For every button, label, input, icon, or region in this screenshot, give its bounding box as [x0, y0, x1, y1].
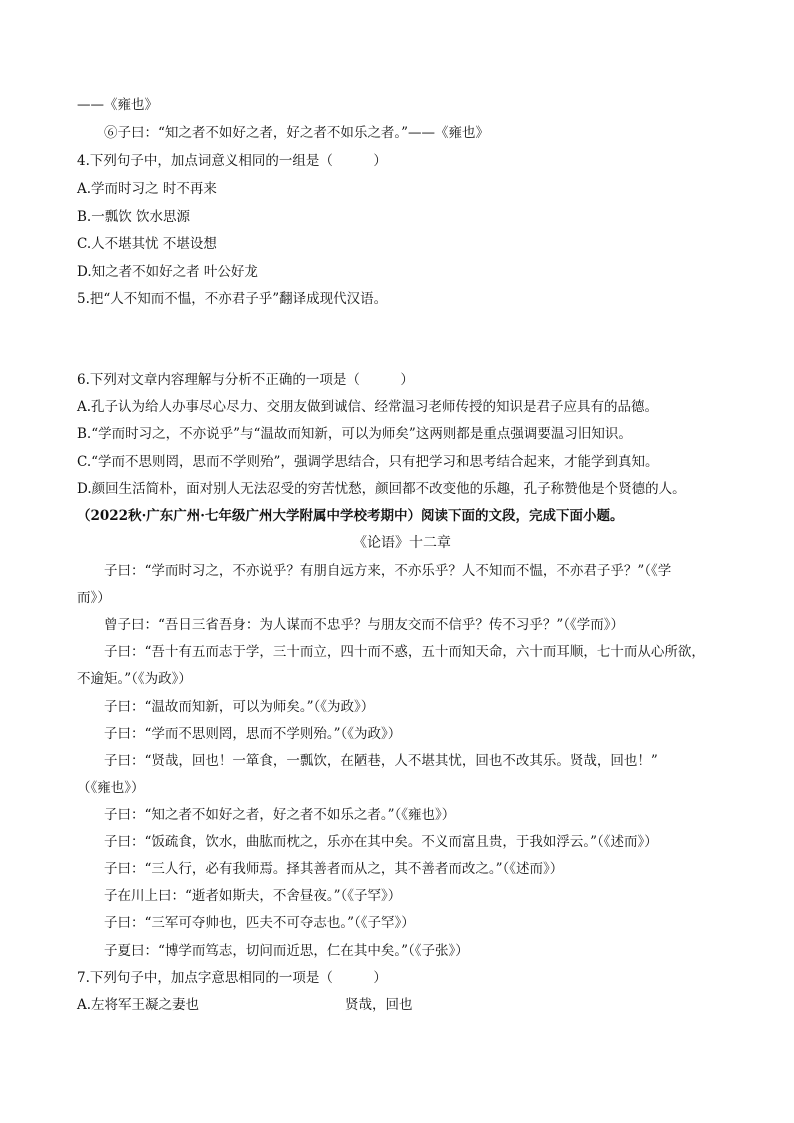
option-c: C.人不堪其忧 不堪设想	[77, 236, 217, 252]
quote-6: ⑥子曰：“知之者不如好之者，好之者不如乐之者。”——《雍也》	[104, 125, 490, 141]
passage-line: 子曰：“学而时习之，不亦说乎？有朋自远方来，不亦乐乎？人不知而不愠，不亦君子乎？”（《学	[104, 563, 672, 579]
option-b: B.一瓢饮 饮水思源	[77, 209, 191, 225]
passage-line: 子在川上曰：“逝者如斯夫，不舍昼夜。”（《子罕》）	[104, 888, 402, 904]
section-title: 《论语》十二章	[353, 535, 451, 551]
option-d: D.颜回生活简朴，面对别人无法忍受的穷苦忧愁，颜回都不改变他的乐趣，孔子称赞他是个贤德的人。	[77, 481, 686, 497]
question-4: 4.下列句子中，加点词意义相同的一组是（ ）	[77, 153, 387, 169]
question-5: 5.把“人不知而不愠，不亦君子乎”翻译成现代汉语。	[77, 291, 388, 307]
option-c: C.“学而不思则罔，思而不学则殆”，强调学思结合，只有把学习和思考结合起来，才能学到真知。	[77, 454, 659, 470]
passage-line: 子曰：“三军可夺帅也，匹夫不可夺志也。”（《子罕》）	[104, 915, 415, 931]
passage-line: 子曰：“贤哉，回也！一箪食，一瓢饮，在陋巷，人不堪其忧，回也不改其乐。贤哉，回也！”	[104, 753, 658, 769]
passage-line: 子曰：“饭疏食，饮水，曲肱而枕之，乐亦在其中矣。不义而富且贵，于我如浮云。”（《述而》）	[104, 834, 658, 850]
option-a: A.学而时习之 时不再来	[77, 181, 217, 197]
source-note: （2022秋·广东广州·七年级广州大学附属中学校考期中）阅读下面的文段，完成下面小题。	[77, 508, 624, 524]
passage-line: 子夏曰：“博学而笃志，切问而近思，仁在其中矣。”（《子张》）	[104, 943, 469, 959]
option-a: A.左将军王凝之妻也	[77, 997, 200, 1013]
passage-line: 子曰：“学而不思则罔，思而不学则殆。”（《为政》）	[104, 726, 402, 742]
passage-line: （《雍也》）	[77, 780, 145, 796]
question-6: 6.下列对文章内容理解与分析不正确的一项是（ ）	[77, 372, 414, 388]
option-b: B.“学而时习之，不亦说乎”与“温故而知新，可以为师矣”这两则都是重点强调要温习旧知识。	[77, 426, 632, 442]
option-d: D.知之者不如好之者 叶公好龙	[77, 264, 258, 280]
passage-line: 子曰：“吾十有五而志于学，三十而立，四十而不惑，五十而知天命，六十而耳顺，七十而从心所欲，	[104, 644, 705, 660]
passage-line: 曾子曰：“吾日三省吾身：为人谋而不忠乎？与朋友交而不信乎？传不习乎？”（《学而》）	[104, 617, 625, 633]
option-a-pair: 贤哉，回也	[345, 997, 413, 1013]
option-a: A.孔子认为给人办事尽心尽力、交朋友做到诚信、经常温习老师传授的知识是君子应具有的品德。	[77, 399, 659, 415]
passage-line: 子曰：“三人行，必有我师焉。择其善者而从之，其不善者而改之。”（《述而》）	[104, 861, 564, 877]
passage-line: 子曰：“知之者不如好之者，好之者不如乐之者。”（《雍也》）	[104, 807, 456, 823]
passage-line: 而》）	[77, 590, 111, 606]
passage-line: 子曰：“温故而知新，可以为师矣。”（《为政》）	[104, 699, 375, 715]
text-line: ——《雍也》	[77, 97, 158, 113]
passage-line: 不逾矩。”（《为政》）	[77, 671, 192, 687]
question-7: 7.下列句子中，加点字意思相同的一项是（ ）	[77, 970, 387, 986]
